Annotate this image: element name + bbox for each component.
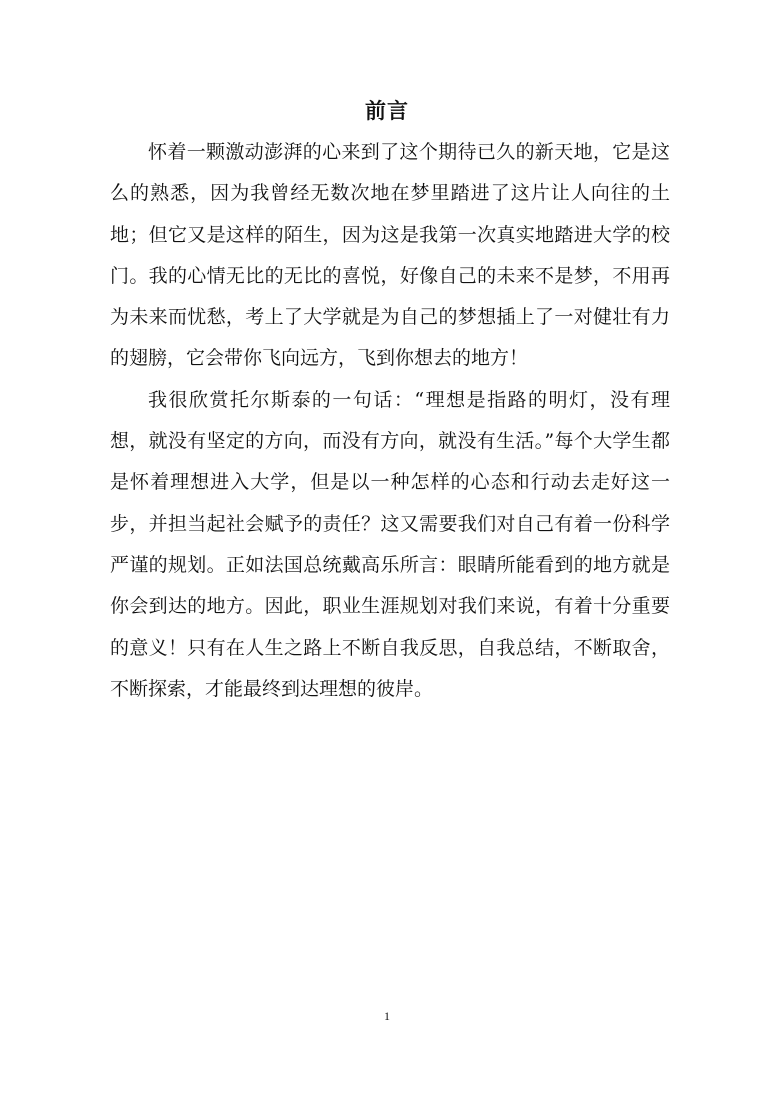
page-title: 前言	[365, 99, 409, 123]
page-number: 1	[384, 1009, 390, 1023]
paragraph-1: 怀着一颗激动澎湃的心来到了这个期待已久的新天地，它是这么的熟悉，因为我曾经无数次地在梦里踏进了这片让人向往的土地；但它又是这样的陌生，因为这是我第一次真实地踏进大学的校门。我的心情无比的无比的喜悦，好像自己的未来不是梦，不用再为未来而忧愁，考上了大学就是为自己的梦想插上了一对健壮有力的翅膀，它会带你飞向远方，飞到你想去的地方！	[110, 141, 670, 370]
paragraph-2: 我很欣赏托尔斯泰的一句话：“理想是指路的明灯，没有理想，就没有坚定的方向，而没有方向，就没有生活。”每个大学生都是怀着理想进入大学，但是以一种怎样的心态和行动去走好这一步，并担当起社会赋予的责任？这又需要我们对自己有着一份科学严谨的规划。正如法国总统戴高乐所言：眼睛所能看到的地方就是你会到达的地方。因此，职业生涯规划对我们来说，有着十分重要的意义！只有在人生之路上不断自我反思，自我总结，不断取舍，不断探索，才能最终到达理想的彼岸。	[110, 388, 670, 700]
body-text	[110, 132, 670, 710]
